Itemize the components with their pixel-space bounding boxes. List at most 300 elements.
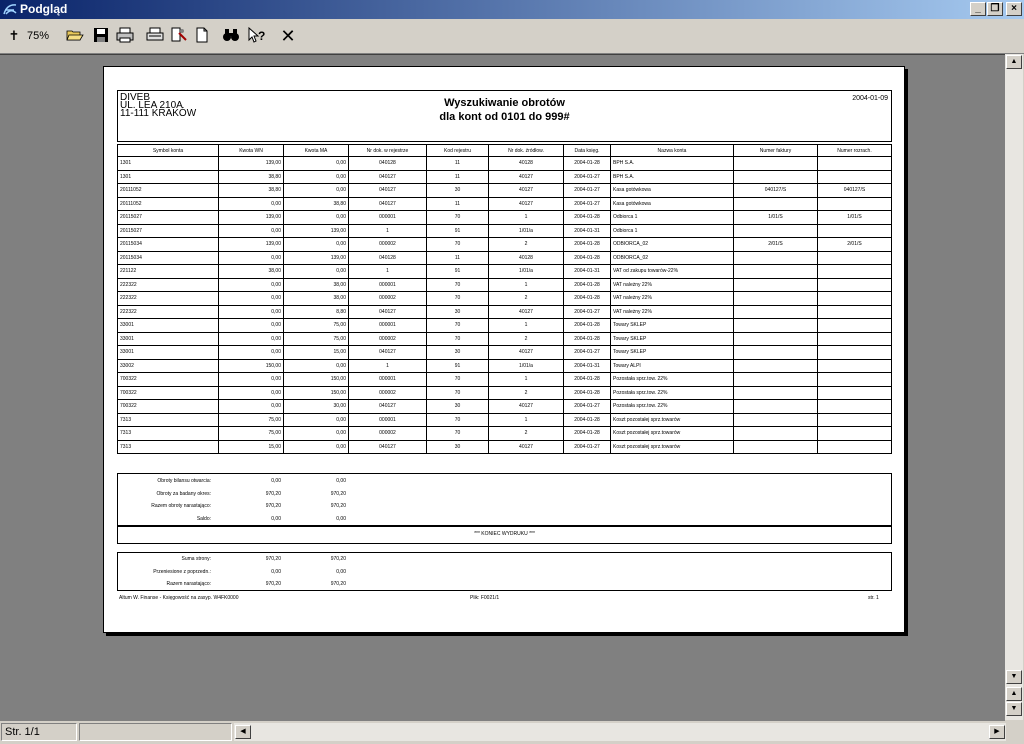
table-cell [734, 332, 818, 346]
table-cell: 70 [427, 278, 489, 292]
table-cell: 700322 [118, 373, 219, 387]
table-cell: 222322 [118, 292, 219, 306]
table-cell: 2004-01-28 [564, 427, 611, 441]
table-cell: 040127 [349, 197, 427, 211]
table-cell: 040127 [349, 346, 427, 360]
table-cell: 8,80 [284, 305, 349, 319]
table-cell: 70 [427, 413, 489, 427]
table-cell [818, 251, 892, 265]
binoculars-search-icon[interactable] [222, 27, 240, 45]
table-cell: 40127 [489, 170, 564, 184]
table-cell: Pozostała sprz.tow. 22% [611, 400, 734, 414]
table-row [118, 238, 892, 252]
summary-ma: 970,20 [330, 490, 346, 497]
end-of-report: *** KONIEC WYDRUKU *** [117, 525, 892, 544]
page-indicator: Str. 1/1 [1, 723, 77, 741]
help-pointer-icon[interactable] [247, 27, 265, 45]
totals-section [117, 552, 892, 591]
table-cell [734, 251, 818, 265]
table-cell [818, 292, 892, 306]
table-cell: 2004-01-27 [564, 170, 611, 184]
table-cell: 040127 [349, 440, 427, 454]
table-cell: Towary SKLEP [611, 346, 734, 360]
table-cell: 7313 [118, 413, 219, 427]
table-cell: 000002 [349, 427, 427, 441]
summary-label: Obroty bilansu otwarcia: [157, 478, 211, 484]
table-cell: Koszt pozostałej sprz.towarów [611, 440, 734, 454]
zoom-level[interactable]: 75% [27, 30, 50, 42]
table-cell: 000002 [349, 332, 427, 346]
vertical-scrollbar[interactable] [1005, 54, 1023, 720]
table-cell: 2004-01-31 [564, 224, 611, 238]
table-header-row [118, 145, 892, 157]
table-cell: 2004-01-31 [564, 265, 611, 279]
table-cell [734, 224, 818, 238]
table-cell [818, 265, 892, 279]
table-row [118, 292, 892, 306]
table-cell [734, 427, 818, 441]
column-header: Kwota MA [284, 145, 349, 157]
table-cell: 040127 [349, 184, 427, 198]
table-cell: 2004-01-27 [564, 305, 611, 319]
table-row [118, 359, 892, 373]
table-cell: 7313 [118, 427, 219, 441]
table-cell: 0,00 [284, 413, 349, 427]
summary-wn: 970,20 [265, 503, 281, 509]
table-cell: ODBIORCA_02 [611, 238, 734, 252]
svg-text:?: ? [258, 29, 266, 43]
table-cell: 2004-01-27 [564, 184, 611, 198]
column-header: Numer rozrach. [818, 145, 892, 157]
table-cell: 2004-01-27 [564, 197, 611, 211]
table-cell: 0,00 [284, 157, 349, 171]
restore-button[interactable]: ❐ [987, 2, 1003, 16]
table-cell: 1 [489, 278, 564, 292]
table-cell: 1/01/a [489, 224, 564, 238]
table-cell: 33001 [118, 332, 219, 346]
table-row [118, 319, 892, 333]
table-row [118, 440, 892, 454]
table-cell: 040127 [349, 400, 427, 414]
table-cell: 0,00 [219, 332, 284, 346]
report-title: Wyszukiwanie obrotów [444, 97, 565, 109]
table-cell: 15,00 [284, 346, 349, 360]
table-cell: 91 [427, 224, 489, 238]
table-cell: 40127 [489, 305, 564, 319]
table-row [118, 265, 892, 279]
table-row [118, 373, 892, 387]
table-cell: 30,00 [284, 400, 349, 414]
table-cell: 222322 [118, 278, 219, 292]
summary-wn: 970,20 [265, 556, 281, 562]
summary-ma: 970,20 [330, 556, 346, 562]
table-cell [818, 413, 892, 427]
table-cell: 20111052 [118, 184, 219, 198]
summary-label: Przeniesione z poprzedn.: [153, 568, 211, 575]
window-title: Podgląd [20, 2, 68, 16]
minimize-button[interactable]: _ [970, 2, 986, 16]
table-cell [818, 305, 892, 319]
table-cell: 000001 [349, 211, 427, 225]
table-cell: 11 [427, 197, 489, 211]
table-cell: Odbiorca 1 [611, 211, 734, 225]
table-cell: 38,00 [219, 265, 284, 279]
summary-ma: 970,20 [330, 503, 346, 509]
table-cell: 2 [489, 386, 564, 400]
column-header: Nr dok. źródłow. [489, 145, 564, 157]
table-cell: Kasa gotówkowa [611, 197, 734, 211]
report-page [103, 66, 905, 633]
table-cell [818, 278, 892, 292]
table-cell: 000001 [349, 278, 427, 292]
column-header: Numer faktury [734, 145, 818, 157]
table-cell: VAT należny 22% [611, 292, 734, 306]
table-cell: 20115027 [118, 211, 219, 225]
table-row [118, 332, 892, 346]
summary-wn: 970,20 [265, 581, 281, 587]
table-cell [818, 359, 892, 373]
summary-ma: 0,00 [336, 478, 346, 484]
table-cell [818, 332, 892, 346]
table-row [118, 346, 892, 360]
table-cell: 0,00 [219, 292, 284, 306]
table-cell: 0,00 [284, 170, 349, 184]
table-cell: 0,00 [219, 346, 284, 360]
table-cell [734, 400, 818, 414]
table-cell: 70 [427, 332, 489, 346]
summary-ma: 0,00 [336, 515, 346, 522]
table-cell: 2 [489, 427, 564, 441]
table-cell: Kasa gotówkowa [611, 184, 734, 198]
table-cell: VAT od zakupu towarów-22% [611, 265, 734, 279]
table-cell: 1/01/S [734, 211, 818, 225]
table-cell: 040128 [349, 251, 427, 265]
table-cell: 139,00 [284, 224, 349, 238]
table-cell: 0,00 [219, 197, 284, 211]
table-cell: 2004-01-28 [564, 386, 611, 400]
table-cell: 70 [427, 211, 489, 225]
table-cell: ODBIORCA_02 [611, 251, 734, 265]
table-cell: 000002 [349, 238, 427, 252]
title-bar [0, 0, 1024, 19]
scroll-down-arrow-icon[interactable]: ▼ [1006, 670, 1022, 684]
status-bar [0, 721, 1024, 744]
table-cell: 2/01/S [818, 238, 892, 252]
summary-wn: 0,00 [271, 478, 281, 484]
summary-ma: 0,00 [336, 568, 346, 575]
table-row [118, 413, 892, 427]
scroll-right-arrow-icon[interactable]: ▶ [989, 725, 1005, 739]
new-page-icon[interactable] [193, 27, 211, 45]
table-cell: 75,00 [219, 413, 284, 427]
table-cell: Koszt pozostałej sprz.towarów [611, 413, 734, 427]
horizontal-scrollbar[interactable] [234, 723, 1006, 741]
table-cell: 1/01/a [489, 359, 564, 373]
summary-ma: 970,20 [330, 581, 346, 587]
app-icon [2, 2, 18, 17]
table-cell [734, 292, 818, 306]
table-cell: 38,80 [219, 170, 284, 184]
table-cell: 000002 [349, 386, 427, 400]
table-row [118, 184, 892, 198]
table-cell: 2004-01-27 [564, 400, 611, 414]
table-cell: 15,00 [219, 440, 284, 454]
table-cell: 40127 [489, 346, 564, 360]
scroll-left-arrow-icon[interactable]: ◀ [235, 725, 251, 739]
table-cell: Odbiorca 1 [611, 224, 734, 238]
table-cell: 2004-01-28 [564, 238, 611, 252]
table-cell: 70 [427, 292, 489, 306]
zoom-icon[interactable]: ✝ [8, 28, 20, 43]
table-row [118, 170, 892, 184]
table-cell: 2/01/S [734, 238, 818, 252]
table-cell: Towary ALPI [611, 359, 734, 373]
table-cell: Koszt pozostałej sprz.towarów [611, 427, 734, 441]
table-cell [734, 359, 818, 373]
table-cell: 0,00 [219, 386, 284, 400]
table-cell: 0,00 [219, 305, 284, 319]
table-cell: 0,00 [284, 265, 349, 279]
table-cell: 70 [427, 373, 489, 387]
table-cell: 2004-01-28 [564, 332, 611, 346]
table-cell [818, 224, 892, 238]
footer-software: Altum W. Finanse - Księgowość na zasyp. W4FK0000 [119, 595, 239, 601]
table-cell: 75,00 [284, 319, 349, 333]
table-cell: 1301 [118, 157, 219, 171]
table-cell: 0,00 [219, 373, 284, 387]
table-cell: 11 [427, 157, 489, 171]
table-cell: 30 [427, 440, 489, 454]
table-cell: Towary SKLEP [611, 332, 734, 346]
table-cell: 2004-01-28 [564, 251, 611, 265]
column-header: Kwota WN [219, 145, 284, 157]
table-cell: 040127 [349, 170, 427, 184]
table-cell: 150,00 [284, 386, 349, 400]
table-cell: 20115034 [118, 238, 219, 252]
table-cell: 91 [427, 359, 489, 373]
table-cell: 1 [349, 224, 427, 238]
footer-file: Plik: F0021/1 [470, 595, 500, 601]
table-cell: 70 [427, 386, 489, 400]
table-cell: 2004-01-28 [564, 211, 611, 225]
table-row [118, 211, 892, 225]
table-row [118, 157, 892, 171]
table-row [118, 251, 892, 265]
table-cell: 38,80 [219, 184, 284, 198]
table-cell: 38,80 [284, 197, 349, 211]
print-icon[interactable] [116, 27, 134, 45]
table-cell: 70 [427, 427, 489, 441]
table-cell [818, 440, 892, 454]
table-cell [734, 440, 818, 454]
table-cell: 1 [349, 359, 427, 373]
column-header: Kod rejestru [427, 145, 489, 157]
save-icon[interactable] [92, 27, 110, 45]
table-cell: 139,00 [219, 238, 284, 252]
turnover-table [117, 144, 892, 454]
table-cell: 0,00 [284, 238, 349, 252]
table-cell: VAT należny 22% [611, 278, 734, 292]
table-cell: 0,00 [284, 184, 349, 198]
table-cell: 2004-01-28 [564, 413, 611, 427]
table-cell [818, 427, 892, 441]
page-down-icon[interactable]: ▼ [1006, 702, 1022, 716]
table-cell: Towary SKLEP [611, 319, 734, 333]
table-cell: 0,00 [219, 319, 284, 333]
close-preview-icon[interactable]: ✕ [280, 26, 296, 46]
table-cell: 11 [427, 170, 489, 184]
summary-label: Suma strony: [181, 556, 211, 562]
table-cell: 0,00 [219, 251, 284, 265]
table-cell: 2004-01-28 [564, 157, 611, 171]
summary-wn: 970,20 [265, 490, 281, 497]
report-subtitle: dla kont od 0101 do 999# [439, 111, 570, 123]
table-cell: 1 [489, 211, 564, 225]
column-header: Data księg. [564, 145, 611, 157]
table-cell: 20115027 [118, 224, 219, 238]
table-cell: 30 [427, 400, 489, 414]
table-cell [818, 157, 892, 171]
table-row [118, 400, 892, 414]
toolbar [0, 19, 1024, 54]
table-cell: 40128 [489, 157, 564, 171]
table-cell: 040128 [349, 157, 427, 171]
table-cell [818, 319, 892, 333]
table-cell [734, 386, 818, 400]
table-cell: 40127 [489, 184, 564, 198]
company-city: 11-111 KRAKÓW [120, 108, 197, 119]
table-cell: 1 [489, 373, 564, 387]
table-cell: 40127 [489, 440, 564, 454]
table-cell: 0,00 [284, 440, 349, 454]
table-cell [734, 278, 818, 292]
table-cell: Pozostała sprz.tow. 22% [611, 386, 734, 400]
table-row [118, 305, 892, 319]
table-cell: 2004-01-27 [564, 440, 611, 454]
close-window-button[interactable]: × [1006, 2, 1022, 16]
table-cell: 0,00 [284, 359, 349, 373]
table-cell: 0,00 [219, 224, 284, 238]
table-cell: 2004-01-28 [564, 292, 611, 306]
table-cell: 75,00 [219, 427, 284, 441]
summary-label: Razem narastająco: [166, 581, 211, 587]
table-cell [734, 157, 818, 171]
table-cell: 000001 [349, 373, 427, 387]
table-cell: 040127 [349, 305, 427, 319]
table-cell: 000001 [349, 413, 427, 427]
table-cell: 000001 [349, 319, 427, 333]
table-cell: 1 [489, 319, 564, 333]
table-cell: 221122 [118, 265, 219, 279]
table-cell: 000002 [349, 292, 427, 306]
table-cell [818, 373, 892, 387]
print-setup-icon[interactable] [146, 27, 164, 45]
table-cell [734, 170, 818, 184]
table-cell: 38,00 [284, 278, 349, 292]
table-cell: 2004-01-31 [564, 359, 611, 373]
table-cell: 2 [489, 292, 564, 306]
table-cell: 139,00 [219, 157, 284, 171]
table-cell: 0,00 [284, 211, 349, 225]
table-cell: 11 [427, 251, 489, 265]
table-cell: 20111052 [118, 197, 219, 211]
table-cell: 1 [349, 265, 427, 279]
page-setup-icon[interactable] [170, 27, 188, 45]
report-date: 2004-01-09 [852, 95, 888, 102]
table-cell [734, 319, 818, 333]
table-cell [734, 305, 818, 319]
table-cell: 75,00 [284, 332, 349, 346]
table-cell [818, 386, 892, 400]
summary-wn: 0,00 [271, 568, 281, 575]
table-cell: 150,00 [219, 359, 284, 373]
table-cell: 1301 [118, 170, 219, 184]
table-cell: 0,00 [219, 400, 284, 414]
table-cell [734, 373, 818, 387]
table-cell: 0,00 [284, 427, 349, 441]
open-folder-icon[interactable] [66, 27, 84, 45]
table-cell: 2004-01-27 [564, 346, 611, 360]
summary-label: Razem obroty narastająco: [151, 503, 211, 509]
table-cell: BPH S.A. [611, 170, 734, 184]
table-cell: 40127 [489, 400, 564, 414]
table-cell: 40127 [489, 197, 564, 211]
table-cell: 1/01/a [489, 265, 564, 279]
summary-label: Saldo: [196, 515, 211, 522]
table-cell: 222322 [118, 305, 219, 319]
table-cell: 139,00 [219, 211, 284, 225]
table-cell: 139,00 [284, 251, 349, 265]
table-cell: 38,00 [284, 292, 349, 306]
table-cell [734, 265, 818, 279]
table-cell: 1 [489, 413, 564, 427]
table-row [118, 386, 892, 400]
table-cell: 150,00 [284, 373, 349, 387]
table-cell: 33001 [118, 319, 219, 333]
table-cell: 040127/S [818, 184, 892, 198]
table-cell [818, 170, 892, 184]
summary-label: Obroty za badany okres: [156, 490, 211, 497]
table-row [118, 224, 892, 238]
table-cell: 20115034 [118, 251, 219, 265]
table-cell [734, 197, 818, 211]
scroll-up-arrow-icon[interactable]: ▲ [1006, 55, 1022, 69]
footer-page: str. 1 [868, 595, 879, 601]
table-cell: 0,00 [219, 278, 284, 292]
table-row [118, 427, 892, 441]
table-cell: 040127/S [734, 184, 818, 198]
table-cell: 33002 [118, 359, 219, 373]
table-cell: 2004-01-28 [564, 373, 611, 387]
column-header: Symbol konta [118, 145, 219, 157]
page-up-icon[interactable]: ▲ [1006, 687, 1022, 701]
report-header [117, 90, 892, 142]
column-header: Nr dok. w rejestrze [349, 145, 427, 157]
table-cell: 700322 [118, 386, 219, 400]
table-cell: 2 [489, 332, 564, 346]
summary-section [117, 473, 892, 527]
table-cell [818, 346, 892, 360]
table-cell: 2004-01-28 [564, 278, 611, 292]
table-cell: 70 [427, 319, 489, 333]
table-cell [818, 197, 892, 211]
table-cell: 7313 [118, 440, 219, 454]
table-cell: 30 [427, 346, 489, 360]
table-cell: BPH S.A. [611, 157, 734, 171]
company-name: DIVEB [120, 92, 151, 103]
table-cell: 70 [427, 238, 489, 252]
table-cell: 30 [427, 184, 489, 198]
